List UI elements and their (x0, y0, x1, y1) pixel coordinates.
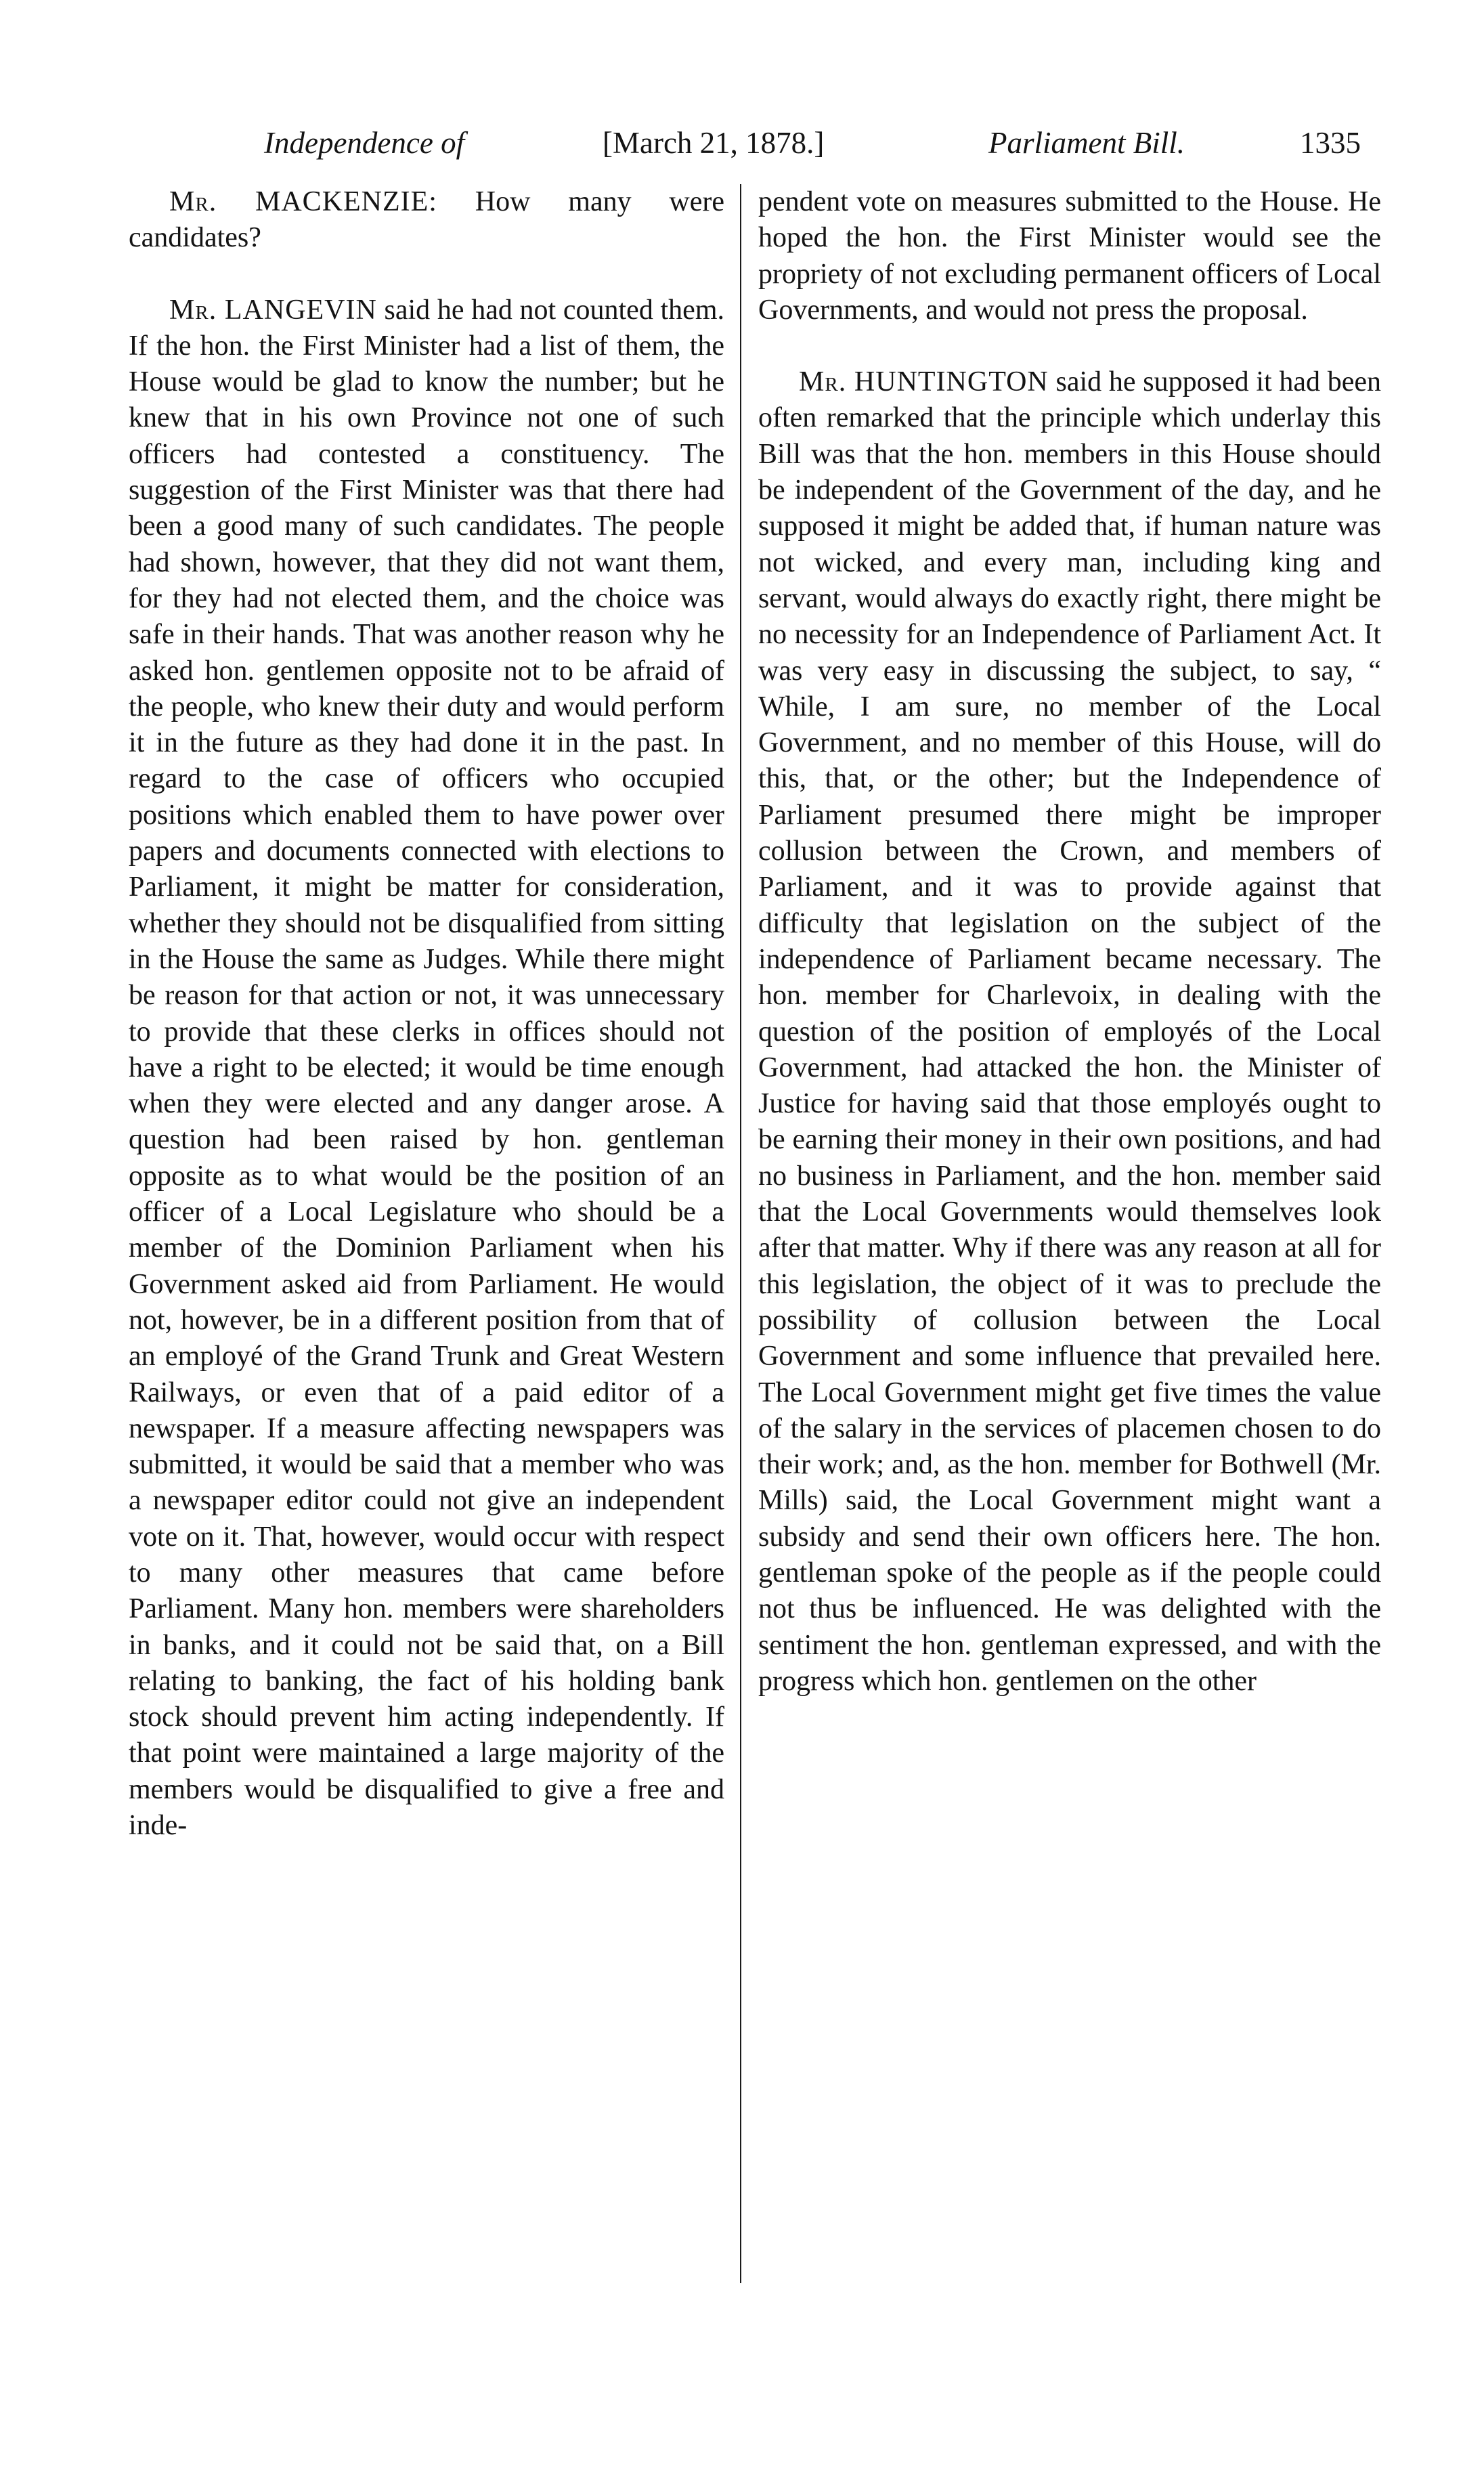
paragraph-text: pendent vote on measures submitted to the House. He hoped the hon. the First Minister would see the propriety of not excluding permanent officers of Local Governments, and would not press the proposal. (758, 186, 1381, 326)
paragraph-text: said he had not counted them. If the hon. the First Minister had a list of them, the House would be glad to know the number; but he knew that in his own Province not one of such officers had contested a constituency. The suggestion of the First Minister was that there had been a good many of such candidates. The people had shown, however, that they did not want them, for they had not elected them, and the choice was safe in their hands. That was another reason why he asked hon. gentlemen opposite not to be afraid of the people, who knew their duty and would perform it in the future as they had done it in the past. In regard to the case of officers who occupied positions which enabled them to have power over papers and documents connected with elections to Parliament, it might be matter for consideration, whether they should not be disqualified from sitting in the House the same as Judges. While there might be reason for that action or not, it was unnecessary to provide that these clerks in offices should not have a right to be elected; it would be time enough when they were elected and any danger arose. A question had been raised by hon. gentleman opposite as to what would be the position of an officer of a Local Legislature who should be a member of the Dominion Parliament when his Government asked aid from Parliament. He would not, however, be in a different position from that of an employé of the Grand Trunk and Great Western Railways, or even that of a paid editor of a newspaper. If a measure affecting newspapers was submitted, it would be said that a member who was a newspaper editor could not give an independent vote on it. That, however, would occur with respect to many other measures that came before Parliament. Many hon. members were shareholders in banks, and it could not be said that, on a Bill relating to banking, the fact of his holding bank stock should prevent him acting independently. If that point were maintained a large majority of the members would be disqualified to give a free and inde- (129, 294, 724, 1842)
paragraph (758, 364, 1381, 1700)
paragraph (758, 184, 1381, 328)
header-date: [March 21, 1878.] (603, 126, 825, 160)
header-right: Parliament Bill. (988, 126, 1185, 160)
page-number: 1335 (1300, 126, 1361, 160)
speaker-name: Mr. HUNTINGTON (799, 366, 1049, 398)
right-column (758, 184, 1381, 1700)
speaker-name: Mr. LANGEVIN (169, 294, 377, 326)
column-divider (740, 184, 741, 2283)
running-header (264, 119, 1388, 167)
left-column (129, 184, 724, 1844)
paragraph-text: How many were candidates? (129, 186, 724, 254)
paragraph (129, 293, 724, 1844)
paragraph-text: said he supposed it had been often remarked that the principle which underlay this Bill was that the hon. members in this House should be independent of the Government of the day, and he supposed it might be added that, if human nature was not wicked, and every man, including king and servant, would always do exactly right, there might be no necessity for an Independence of Parliament Act. It was very easy in discussing the subject, to say, “ While, I am sure, no member of the Local Government, and no member of this House, will do this, that, or the other; but the Independence of Parliament presumed there might be improper collusion between the Crown, and members of Parliament, and it was to provide against that difficulty that legislation on the subject of the independence of Parliament became necessary. The hon. member for Charlevoix, in dealing with the question of the position of employés of the Local Government, had attacked the hon. the Minister of Justice for having said that those employés ought to be earning their money in their own positions, and had no business in Parliament, and the hon. member said that the Local Governments would themselves look after that matter. Why if there was any reason at all for this legislation, the object of it was to preclude the possibility of collusion between the Local Government and some influence that prevailed here. The Local Government might get five times the value of the salary in the services of placemen chosen to do their work; and, as the hon. member for Bothwell (Mr. Mills) said, the Local Government might want a subsidy and send their own officers here. The hon. gentleman spoke of the people as if the people could not thus be influenced. He was delighted with the sentiment the hon. gentleman expressed, and with the progress which hon. gentlemen on the other (758, 366, 1382, 1697)
speaker-name: Mr. MACKENZIE: (169, 186, 437, 217)
header-left: Independence of (264, 126, 465, 160)
paragraph (129, 184, 724, 257)
